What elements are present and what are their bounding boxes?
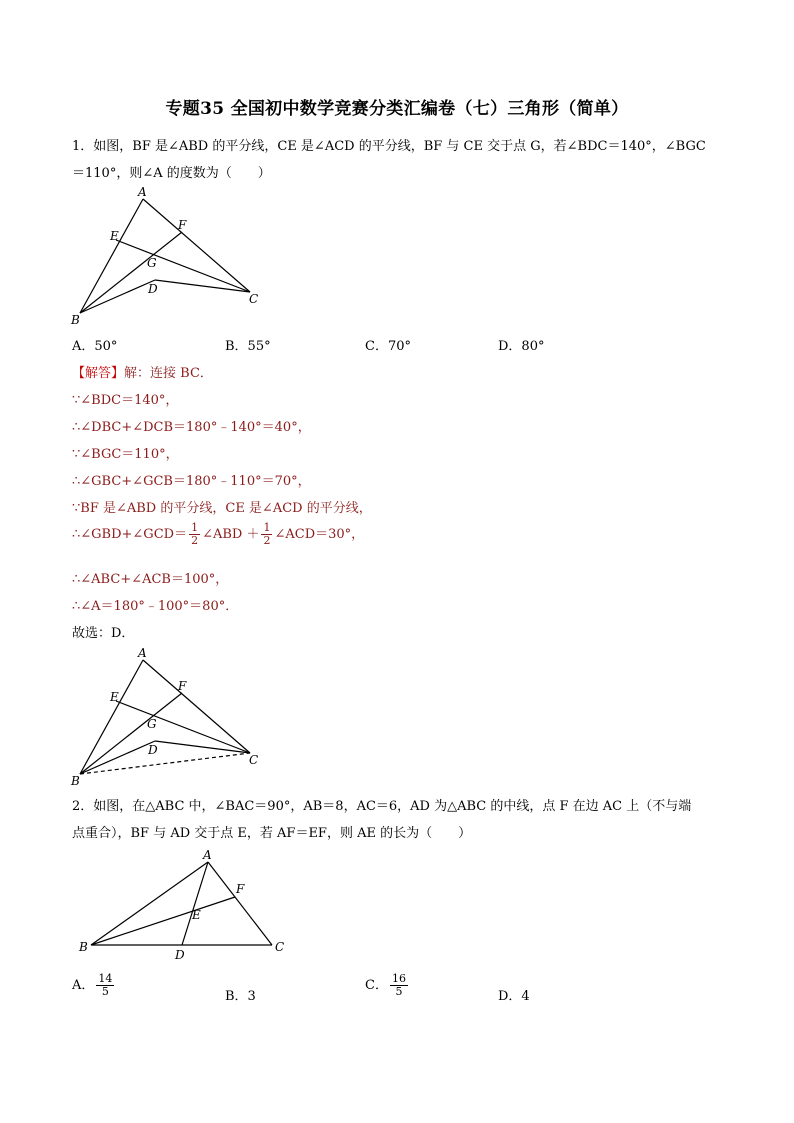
q1s-label-c: C bbox=[249, 753, 259, 767]
q1-label-g: G bbox=[147, 256, 157, 270]
q2-option-b: B．3 bbox=[225, 989, 256, 1004]
q2-option-a: A． $\frac{14}{5}$ bbox=[72, 972, 113, 998]
q1-step-7: ∴∠ABC+∠ACB＝100°， bbox=[72, 572, 229, 587]
q1-option-d: D．80° bbox=[498, 339, 545, 354]
q1-choice: 故选：D． bbox=[72, 626, 135, 641]
q1-step-1: ∵∠BDC＝140°， bbox=[72, 393, 179, 408]
q1-label-f: F bbox=[178, 218, 187, 232]
q1s-label-e: E bbox=[110, 690, 119, 704]
q1-label-a: A bbox=[138, 185, 147, 199]
q1-step-3: ∵∠BGC＝110°， bbox=[72, 447, 179, 462]
q1-label-d: D bbox=[148, 282, 158, 296]
q2-label-b: B bbox=[79, 940, 88, 954]
q2-label-e: E bbox=[192, 908, 201, 922]
q1-step-6: ∴∠GBD+∠GCD＝ $\frac{1}{2}$ ∠ABD ＋ $\frac{1}{2}$ ∠ACD＝30°， bbox=[72, 521, 365, 547]
fraction-16-5: $\frac{16}{5}$ bbox=[391, 972, 406, 998]
q1-step-5: ∵BF 是∠ABD 的平分线，CE 是∠ACD 的平分线， bbox=[72, 501, 372, 516]
q1-option-c: C．70° bbox=[365, 339, 411, 354]
q1s-label-d: D bbox=[148, 743, 158, 757]
q1-label-c: C bbox=[249, 292, 259, 306]
q1s-label-g: G bbox=[147, 717, 157, 731]
q2-label-a: A bbox=[203, 848, 212, 862]
answer-key-label: 【解答】 bbox=[72, 366, 125, 381]
q1s-label-a: A bbox=[138, 646, 147, 660]
q1-stem-line2: ＝110°，则∠A 的度数为（ ） bbox=[72, 166, 271, 181]
q1-option-b: B．55° bbox=[225, 339, 271, 354]
q2-label-c: C bbox=[275, 940, 285, 954]
q1-label-b: B bbox=[71, 313, 80, 327]
q1-step-8: ∴∠A＝180°﹣100°＝80°． bbox=[72, 599, 239, 614]
q1s-label-b: B bbox=[71, 774, 80, 788]
q2-label-d: D bbox=[175, 948, 185, 962]
q1-option-a: A．50° bbox=[72, 339, 118, 354]
q2-stem-line2: 点重合），BF 与 AD 交于点 E，若 AF＝EF，则 AE 的长为（ ） bbox=[72, 826, 472, 841]
q1-label-e: E bbox=[110, 229, 119, 243]
q1-stem-line1: 1．如图，BF 是∠ABD 的平分线，CE 是∠ACD 的平分线，BF 与 CE 交于点 G，若∠BDC＝140°，∠BGC bbox=[72, 139, 706, 154]
q2-option-c: C． $\frac{16}{5}$ bbox=[365, 972, 406, 998]
q2-stem-line1: 2．如图，在△ABC 中，∠BAC＝90°，AB＝8，AC＝6，AD 为△ABC 的中线，点 F 在边 AC 上（不与端 bbox=[72, 799, 692, 814]
fraction-half: $\frac{1}{2}$ bbox=[191, 521, 199, 547]
fraction-14-5: $\frac{14}{5}$ bbox=[98, 972, 113, 998]
q1-answer-intro: 【解答】解：连接 BC． bbox=[72, 366, 213, 381]
q1-step-4: ∴∠GBC+∠GCB＝180°﹣110°＝70°， bbox=[72, 474, 311, 489]
q2-option-d: D．4 bbox=[498, 989, 530, 1004]
q1-step-2: ∴∠DBC+∠DCB＝180°﹣140°＝40°， bbox=[72, 420, 311, 435]
q2-label-f: F bbox=[236, 882, 245, 896]
q1s-label-f: F bbox=[178, 679, 187, 693]
fraction-half: $\frac{1}{2}$ bbox=[263, 521, 271, 547]
page-title: 专题35 全国初中数学竞赛分类汇编卷（七）三角形（简单） bbox=[165, 99, 629, 119]
